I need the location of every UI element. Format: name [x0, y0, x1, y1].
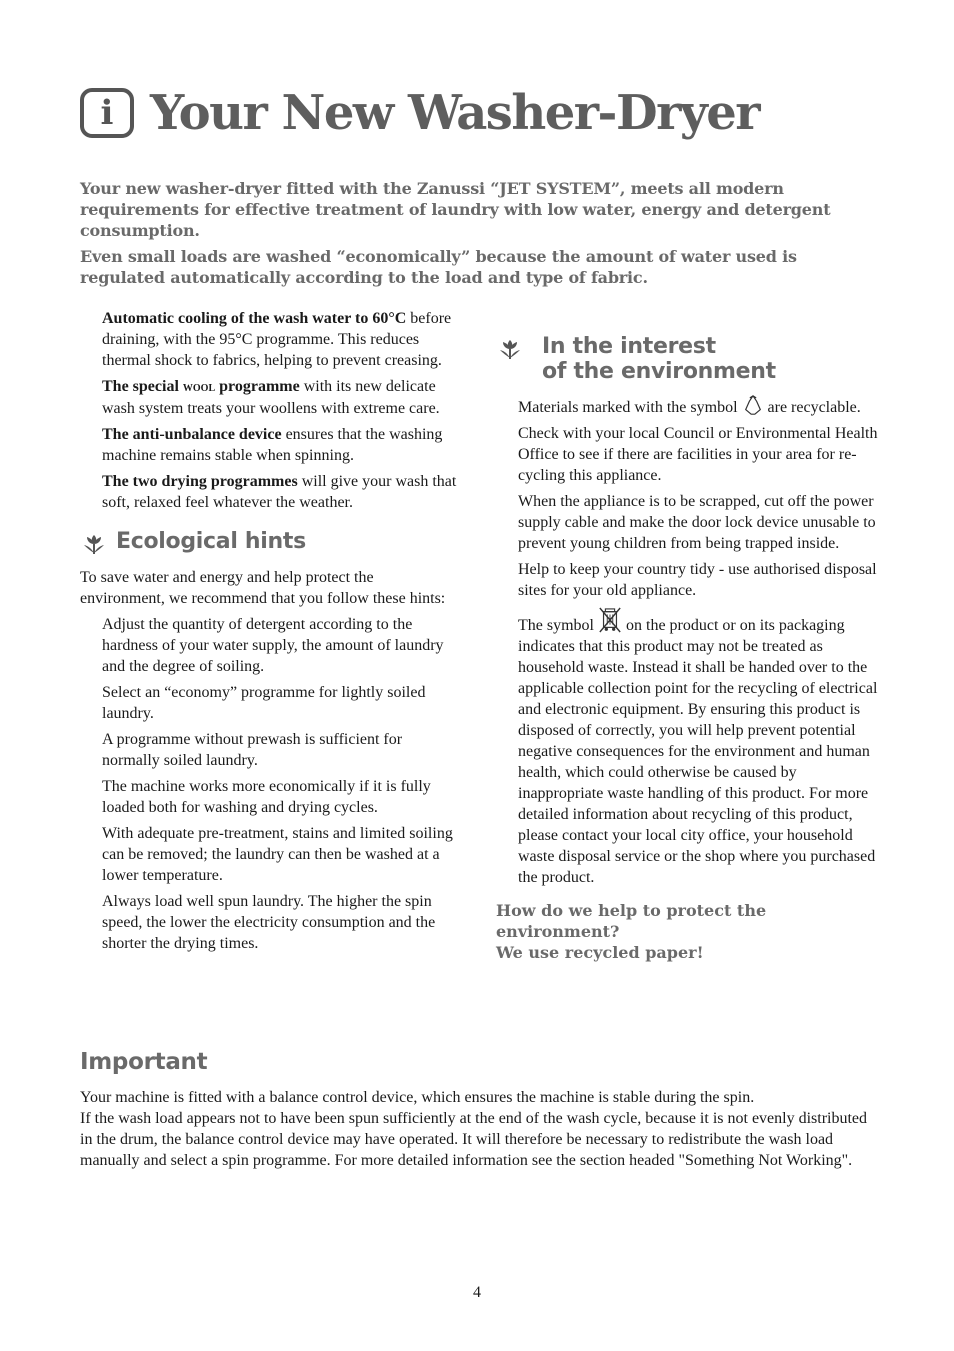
- environment-heading: [496, 334, 878, 384]
- important-heading: Important: [80, 1049, 208, 1075]
- recycle-text-after: are recyclable.: [763, 399, 861, 416]
- recycle-text-before: Materials marked with the symbol: [518, 399, 742, 416]
- feature-wool-title-a: The special: [102, 378, 183, 395]
- flower-icon: [496, 334, 524, 362]
- right-column: [496, 318, 878, 963]
- feature-unbalance-text: ensures that the washing machine remains stable when spinning.: [102, 426, 443, 464]
- ecological-heading: [80, 529, 462, 557]
- hint-item: A programme without prewash is sufficient for normally soiled laundry.: [102, 731, 403, 769]
- ecological-heading-text: Ecological hints: [116, 529, 306, 554]
- feature-unbalance-title: The anti-unbalance device: [102, 426, 282, 443]
- recycled-paper-line-1: How do we help to protect the environment?: [496, 901, 767, 941]
- feature-cooling-title: Automatic cooling of the wash water to 60°C: [102, 310, 407, 327]
- feature-wool-smallcaps: wool: [182, 380, 216, 395]
- feature-wool-title-b: programme: [215, 378, 300, 395]
- feature-wool-text: with its new delicate wash system treats your woollens with extreme care.: [102, 378, 440, 417]
- hint-item: With adequate pre-treatment, stains and limited soiling can be removed; the laundry can then be washed at a lower temperature.: [102, 825, 453, 884]
- important-line-1: Your machine is fitted with a balance control device, which ensures the machine is stable during the spin.: [80, 1089, 755, 1106]
- intro-paragraph-2: Even small loads are washed “economically” because the amount of water used is regulated automatically according to the load and type of fabric.: [80, 247, 797, 287]
- hint-item: Always load well spun laundry. The higher the spin speed, the lower the electricity consumption and the shorter the drying times.: [102, 893, 436, 952]
- feature-drying: [80, 471, 462, 513]
- intro-paragraph-1: Your new washer-dryer fitted with the Zanussi “JET SYSTEM”, meets all modern requirements for effective treatment of laundry with low water, energy and detergent consumption.: [80, 179, 831, 240]
- feature-drying-text: will give your wash that soft, relaxed feel whatever the weather.: [102, 473, 457, 511]
- info-icon: [80, 88, 134, 138]
- weee-text-before: The symbol: [518, 617, 598, 634]
- ecological-intro: To save water and energy and help protect the environment, we recommend that you follow these hints:: [80, 569, 446, 607]
- recycle-paragraph: [518, 394, 878, 418]
- crossed-bin-icon: [598, 606, 622, 634]
- environment-body: [496, 394, 878, 888]
- title-row: [80, 85, 760, 141]
- environment-heading-text: [542, 334, 776, 384]
- important-line-2: If the wash load appears not to have been spun sufficiently at the end of the wash cycle, because it is not evenly distributed in the drum, the balance control device may have operated. It will therefore be necessary to redistribute the wash load manually and select a spin programme. For more detailed information see the section headed "Something Not Working".: [80, 1110, 868, 1169]
- recycled-paper-line-2: We use recycled paper!: [496, 943, 704, 962]
- hint-item: Adjust the quantity of detergent according to the hardness of your water supply, the amount of laundry and the degree of soiling.: [102, 616, 444, 675]
- hint-item: Select an “economy” programme for lightly soiled laundry.: [102, 684, 426, 722]
- weee-paragraph: [518, 606, 878, 888]
- weee-text-after: on the product or on its packaging indicates that this product may not be treated as household waste. Instead it shall be handed over to the applicable collection point for the recycling of electrical and electronic equipment. By ensuring this product is disposed of correctly, you will help prevent potential negative consequences for the environment and human health, which could otherwise be caused by inappropriate waste handling of this product. For more detailed information about recycling of this product, please contact your local city office, your household waste disposal service or the shop where you purchased the product.: [518, 617, 878, 886]
- feature-unbalance: [80, 424, 462, 466]
- feature-drying-title: The two drying programmes: [102, 473, 298, 490]
- feature-cooling: [80, 308, 462, 371]
- environment-heading-line-1: In the interest: [542, 334, 716, 359]
- scrap-paragraph: When the appliance is to be scrapped, cut off the power supply cable and make the door lock device unusable to prevent young children from being trapped inside.: [518, 493, 876, 552]
- flower-icon: [80, 529, 108, 557]
- page-number: 4: [473, 1284, 481, 1301]
- info-icon-letter: i: [100, 93, 114, 133]
- tidy-paragraph: Help to keep your country tidy - use authorised disposal sites for your old appliance.: [518, 561, 877, 599]
- council-paragraph: Check with your local Council or Environmental Health Office to see if there are facilities in your area for re-cycling this appliance.: [518, 425, 878, 484]
- important-section: [80, 1049, 880, 1171]
- recycled-paper-note: [496, 900, 878, 963]
- feature-cooling-text: before draining, with the 95°C programme. This reduces thermal shock to fabrics, helping to prevent creasing.: [102, 310, 452, 369]
- recycle-icon: [742, 394, 764, 416]
- hint-item: The machine works more economically if it is fully loaded both for washing and drying cycles.: [102, 778, 431, 816]
- intro: [80, 178, 880, 293]
- environment-heading-line-2: of the environment: [542, 359, 776, 384]
- page-title: Your New Washer-Dryer: [150, 85, 760, 141]
- left-column: [80, 308, 462, 959]
- feature-wool: [80, 376, 462, 419]
